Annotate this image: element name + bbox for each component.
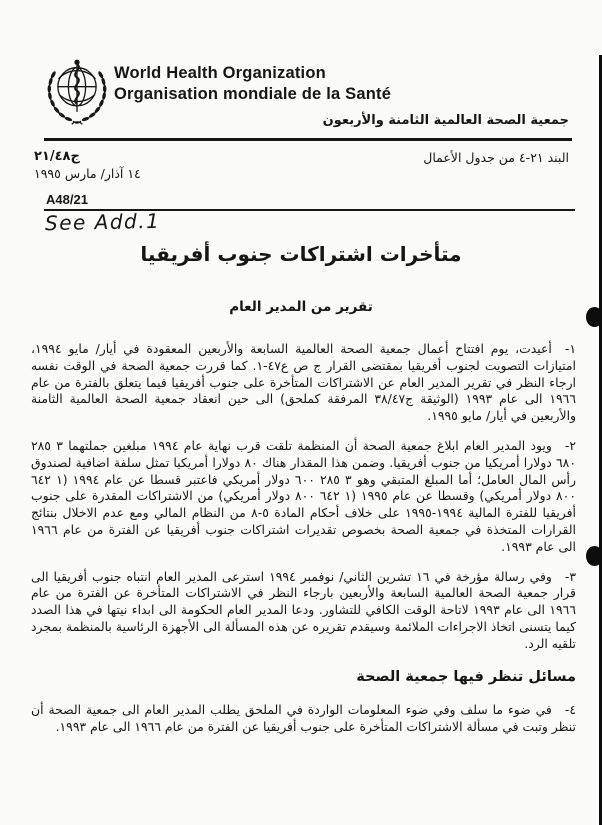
- org-name-fr: Organisation mondiale de la Santé: [114, 84, 392, 103]
- header-rule-thick: [44, 138, 572, 141]
- paragraph-number: ٢-: [564, 437, 576, 453]
- doc-symbol-english: A48/21: [46, 192, 88, 207]
- paragraph-number: ٤-: [564, 702, 576, 718]
- doc-symbol-arabic: ج٢١/٤٨: [34, 149, 80, 164]
- document-title: متأخرات اشتراكات جنوب أفريقيا: [140, 242, 462, 266]
- paragraph-3: [31, 569, 576, 653]
- paragraph-4: [31, 702, 576, 736]
- agenda-item: البند ٢١-٤ من جدول الأعمال: [423, 150, 569, 165]
- handwritten-note: See Add.1: [44, 208, 161, 236]
- document-body: [31, 341, 576, 749]
- paragraph-2: [31, 438, 576, 556]
- org-name-block: [114, 63, 391, 104]
- paragraph-text: أعيدت، يوم افتتاح أعمال جمعية الصحة العالمية السابعة والأربعين المعقودة في أيار/ مايو ١٩٩٤، امتيازات التصويت لجنوب أفريقيا بمقتضى القرار ج ص ع٤٧-١. كما قررت جمعية الصحة في الوقت نفسه ارجاء النظر في تقرير المدير العام عن الاشتراكات المتأخرة على جنوب أفريقيا فيما يتعلق بالفترة من عام ١٩٦٦ الى عام ١٩٩٣ (الوثيقة ج٣٨/٤٧ المرفقة كملحق) الى حين انعقاد جمعية الصحة العالمية الثامنة والأربعين في أيار/ مايو ١٩٩٥.: [31, 341, 576, 424]
- org-name-en: World Health Organization: [114, 64, 326, 82]
- assembly-title: جمعية الصحة العالمية الثامنة والأربعون: [322, 113, 569, 128]
- paragraph-number: ٣-: [564, 568, 577, 584]
- paragraph-text: في ضوء ما سلف وفي ضوء المعلومات الواردة في الملحق يطلب المدير العام الى جمعية الصحة أن تنظر وتبت في مسألة الاشتراكات المتأخرة على جنوب أفريقيا عن الفترة من عام ١٩٦٦ الى عام ١٩٩٣.: [31, 702, 576, 735]
- paragraph-text: وفي رسالة مؤرخة في ١٦ تشرين الثاني/ نوفمبر ١٩٩٤ استرعى المدير العام انتباه جنوب أفريقيا الى قرار جمعية الصحة العالمية السابعة والأربعين بارجاء النظر في الاشتراكات المتأخرة عن الفترة من عام ١٩٦٦ الى عام ١٩٩٣ لاتاحة الوقت الكافي للتشاور. ودعا المدير العام الحكومة الى ابداء نيتها في هذا الصدد كيما يتسنى اتخاذ الاجراءات الملائمة وسيقدم تقريره عن هذه المسألة الى الأجهزة الرئاسية بالمنظمة بمجرد تلقيه الرد.: [31, 568, 576, 651]
- paragraph-number: ١-: [564, 341, 576, 356]
- doc-date: ١٤ آذار/ مارس ١٩٩٥: [34, 166, 141, 181]
- who-logo-icon: [44, 56, 110, 128]
- paragraph-1: [31, 341, 576, 425]
- section-heading: مسائل تنظر فيها جمعية الصحة: [356, 668, 576, 685]
- document-subtitle: تقرير من المدير العام: [229, 299, 373, 315]
- paragraph-text: ويود المدير العام ابلاغ جمعية الصحة أن المنظمة تلقت قرب نهاية عام ١٩٩٤ مبلغين جملتهما ٣ ٢٨٥ ٦٨٠ دولارا أمريكيا من جنوب أفريقيا. وضمن هذا المقدار هناك ٨٠ دولارا أمريكيا تمثل سلفة اضافية لصندوق رأس المال العامل؛ أما المبلغ المتبقي وهو ٣ ٢٨٥ ٦٠٠ دولار أمريكي فاعتبر قسطا عن عام ١٩٩٤ (١ ٦٤٢ ٨٠٠ دولار أمريكي) وقسطا عن عام ١٩٩٥ (١ ٦٤٢ ٨٠٠ دولار أمريكي) من الاشتراكات المقدرة على جنوب أفريقيا للفترة المالية ١٩٩٤-١٩٩٥ على خلاف أحكام المادة ٥-٨ من النظام المالي ومع عدم الاخلال بنتائج القرارات المتخذة في جمعية الصحة بخصوص تقديرات اشتراكات جنوب أفريقيا عن الفترة من عام ١٩٦٦ الى عام ١٩٩٣.: [31, 437, 576, 554]
